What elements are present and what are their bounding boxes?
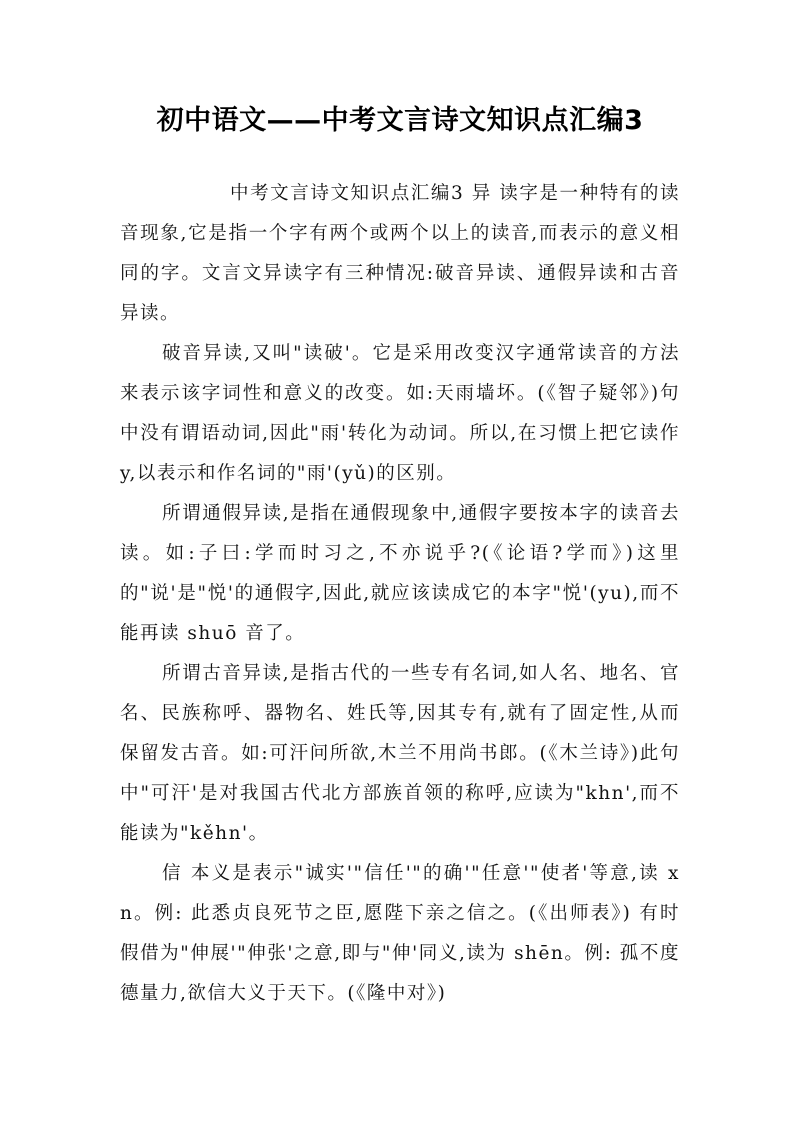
paragraph-intro: 中考文言诗文知识点汇编3 异 读字是一种特有的读音现象,它是指一个字有两个或两个以上的读音,而表示的意义相同的字。文言文异读字有三种情况:破音异读、通假异读和古音异读。 bbox=[120, 183, 680, 324]
document-body bbox=[120, 174, 680, 1014]
paragraph-po-yin: 破音异读,又叫"读破'。它是采用改变汉字通常读音的方法来表示该字词性和意义的改变。如:天雨墙坏。(《智子疑邻》)句中没有谓语动词,因此"雨'转化为动词。所以,在习惯上把它读作 y,以表示和作名词的"雨'(yǔ)的区别。 bbox=[120, 343, 680, 484]
paragraph-tong-jia: 所谓通假异读,是指在通假现象中,通假字要按本字的读音去读。如:子曰:学而时习之,不亦说乎?(《论语?学而》)这里的"说'是"悦'的通假字,因此,就应该读成它的本字"悦'(yu),而不能再读 shuō 音了。 bbox=[120, 503, 680, 644]
document-title: 初中语文——中考文言诗文知识点汇编3 bbox=[156, 105, 644, 136]
paragraph-xin: 信 本义是表示"诚实'"信任'"的确'"任意'"使者'等意,读 xn。例: 此悉贞良死节之臣,愿陛下亲之信之。(《出师表》) 有时假借为"伸展'"伸张'之意,即与"伸'同义,读为 shēn。例: 孤不度德量力,欲信大义于天下。(《隆中对》) bbox=[120, 863, 680, 1004]
paragraph-gu-yin: 所谓古音异读,是指古代的一些专有名词,如人名、地名、官名、民族称呼、器物名、姓氏等,因其专有,就有了固定性,从而保留发古音。如:可汗问所欲,木兰不用尚书郎。(《木兰诗》)此句中"可汗'是对我国古代北方部族首领的称呼,应读为"khn',而不能读为"kěhn'。 bbox=[120, 663, 680, 844]
